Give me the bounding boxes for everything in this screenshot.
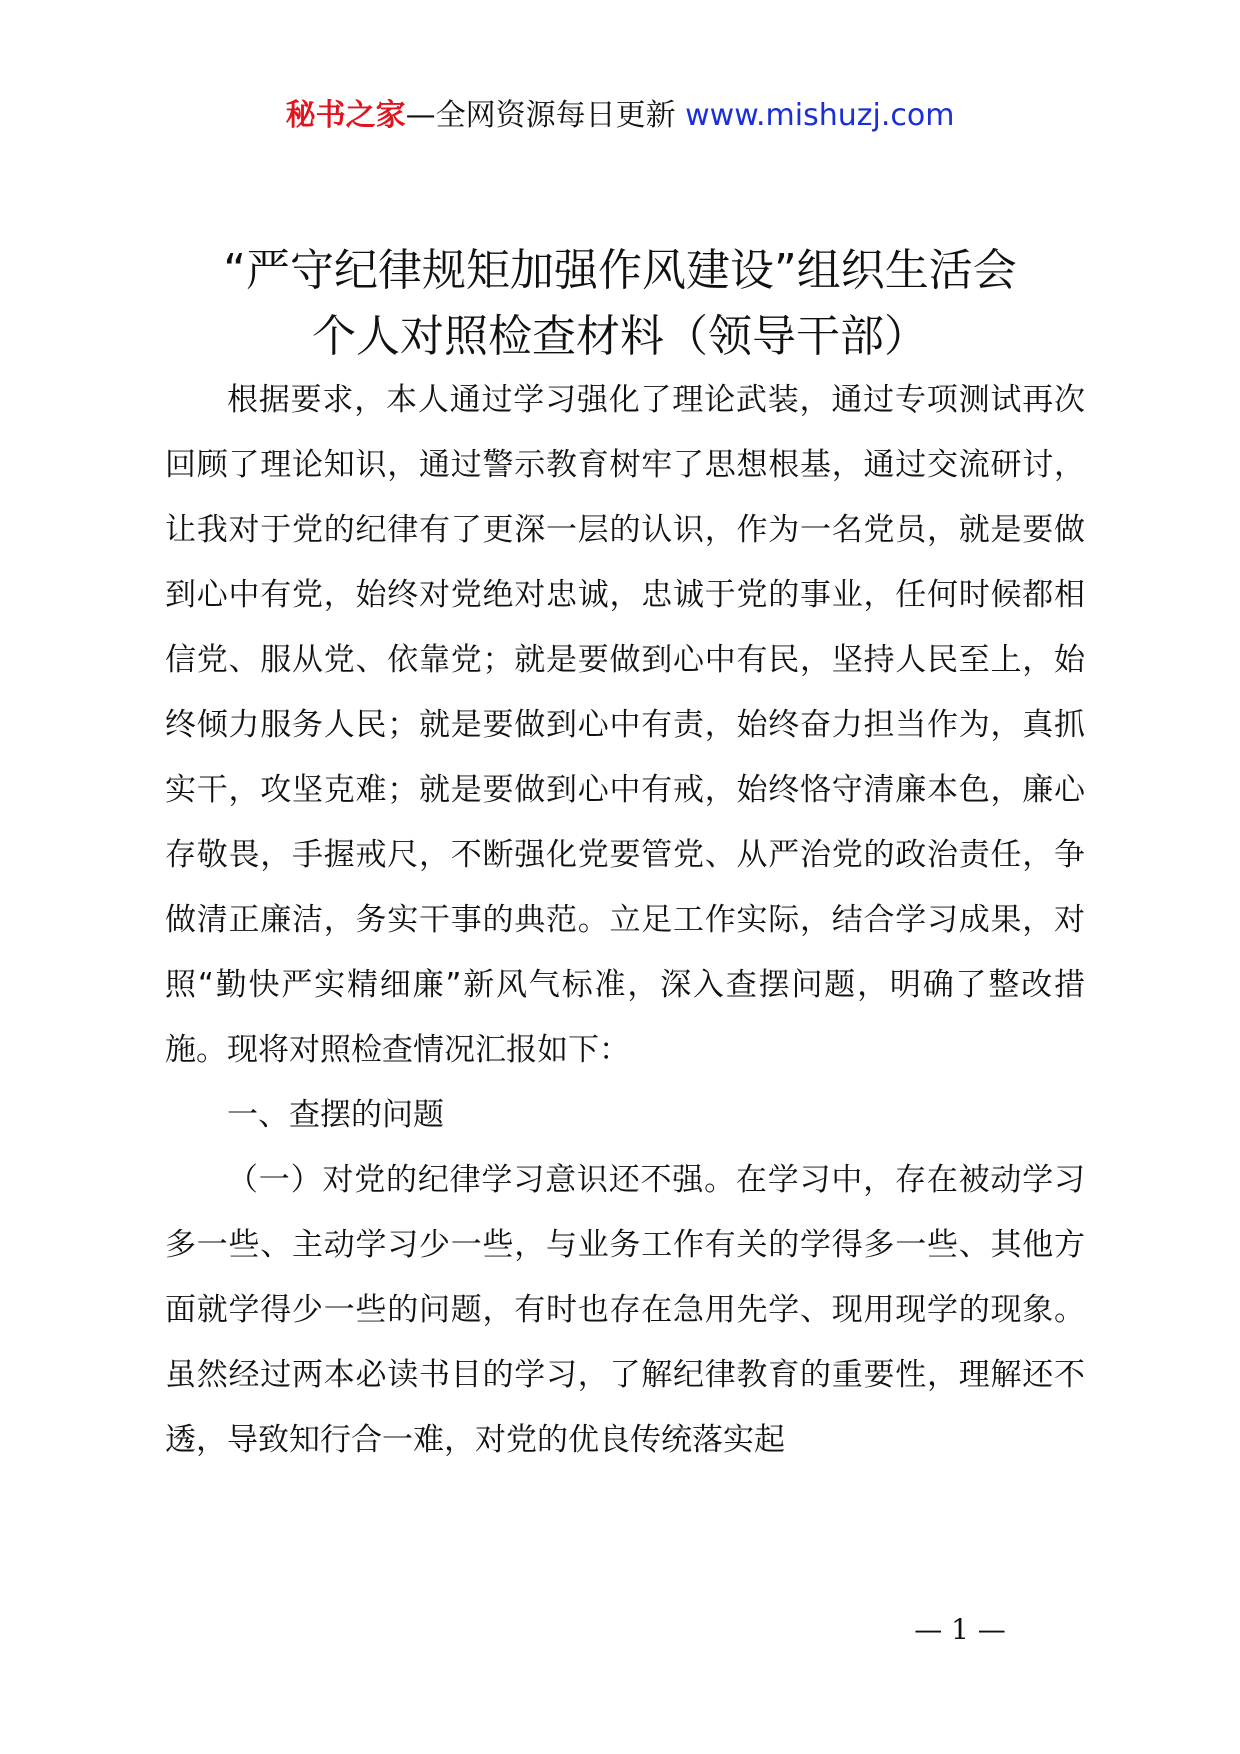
section-heading: 一、查摆的问题 [227, 1097, 444, 1133]
title-line-2: 个人对照检查材料（领导干部） [312, 311, 928, 362]
paragraph-intro: 根据要求，本人通过学习强化了理论武装，通过专项测试再次回顾了理论知识，通过警示教育树牢了思想根基，通过交流研讨，让我对于党的纪律有了更深一层的认识，作为一名党员，就是要做到心中有党，始终对党绝对忠诚，忠诚于党的事业，任何时候都相信党、服从党、依靠党；就是要做到心中有民，坚持人民至上，始终倾力服务人民；就是要做到心中有责，始终奋力担当作为，真抓实干，攻坚克难；就是要做到心中有戒，始终恪守清廉本色，廉心存敬畏，手握戒尺，不断强化党要管党、从严治党的政治责任，争做清正廉洁，务实干事的典范。立足工作实际，结合学习成果，对照“勤快严实精细廉”新风气标准，深入查摆问题，明确了整改措施。现将对照检查情况汇报如下： [165, 382, 1085, 1068]
site-brand: 秘书之家 [285, 98, 406, 133]
paragraph-issue-1: （一）对党的纪律学习意识还不强。在学习中，存在被动学习多一些、主动学习少一些，与业务工作有关的学得多一些、其他方面就学得少一些的问题，有时也存在急用先学、现用现学的现象。虽然经过两本必读书目的学习，了解纪律教育的重要性，理解还不透，导致知行合一难，对党的优良传统落实起 [165, 1162, 1085, 1458]
document-title [0, 238, 1240, 370]
site-tagline: —全网资源每日更新 [405, 98, 676, 133]
title-line-1: “严守纪律规矩加强作风建设”组织生活会 [223, 245, 1017, 296]
site-url-link[interactable]: www.mishuzj.com [685, 98, 955, 133]
page-number: — 1 — [914, 1613, 1006, 1646]
site-header [0, 96, 1240, 136]
document-body [165, 368, 1085, 1473]
